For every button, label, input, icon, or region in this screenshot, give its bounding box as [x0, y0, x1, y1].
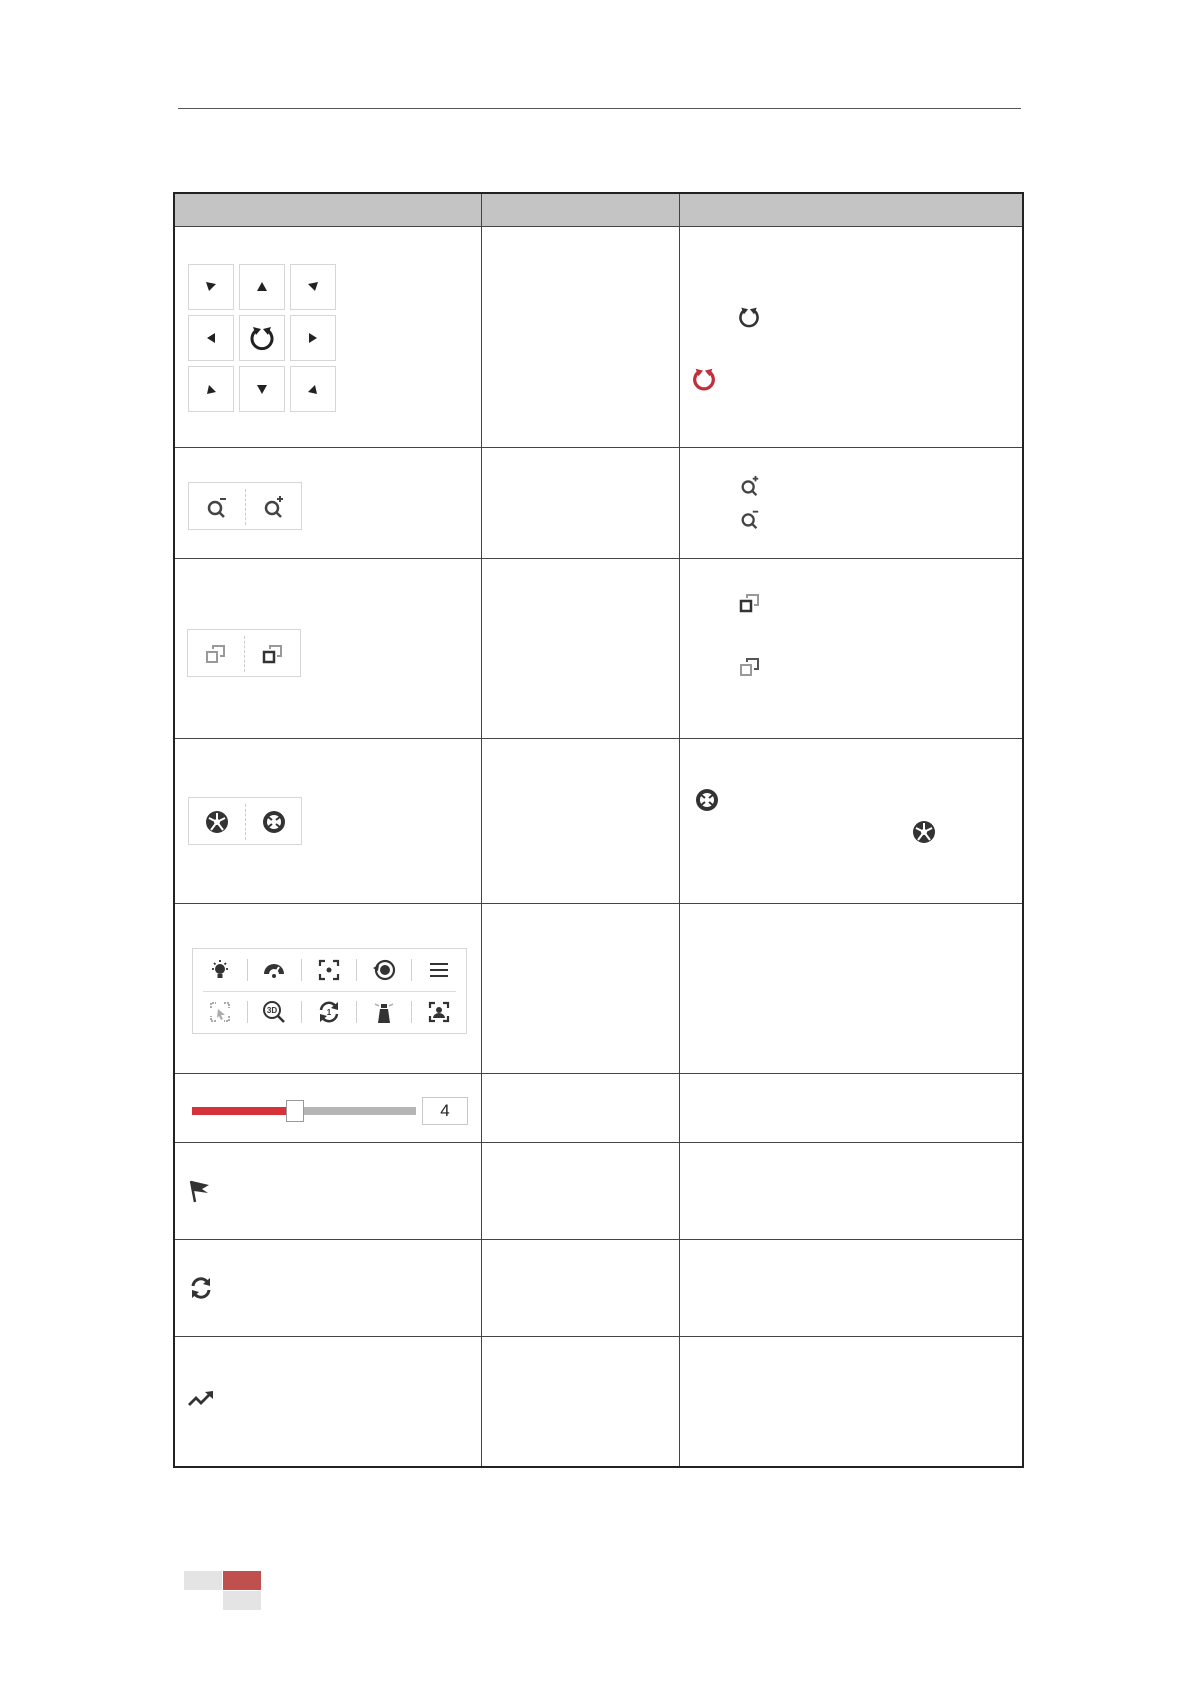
light-icon — [208, 958, 232, 982]
face-tracking-icon — [427, 1000, 451, 1024]
header-rule — [178, 108, 1021, 109]
table-row — [174, 1240, 1023, 1337]
slider-handle[interactable] — [286, 1100, 304, 1122]
menu-icon — [428, 960, 450, 980]
arrow-downright-icon — [306, 382, 320, 396]
header-cell — [481, 193, 679, 227]
wiper-button[interactable] — [259, 955, 289, 985]
light-button[interactable] — [205, 955, 235, 985]
table-row — [174, 904, 1023, 1074]
ptz-function-panel — [192, 948, 467, 1034]
wiper-icon — [261, 958, 287, 982]
focus-control — [187, 629, 301, 677]
table-row — [174, 1074, 1023, 1143]
name-cell — [481, 1337, 679, 1467]
preset-flag-icon — [188, 1178, 212, 1204]
icon-cell — [174, 448, 481, 559]
iris-control — [188, 797, 302, 845]
iris-open-icon — [694, 787, 720, 813]
arrow-right-icon — [306, 331, 320, 345]
name-cell — [481, 904, 679, 1074]
manual-tracking-button[interactable] — [205, 997, 235, 1027]
patrol-icon — [188, 1275, 214, 1301]
zoom-out-icon — [205, 495, 229, 519]
focus-far-icon — [262, 643, 284, 665]
speed-value-field[interactable]: 4 — [422, 1097, 468, 1125]
manual-tracking-icon — [208, 1000, 232, 1024]
iris-close-icon — [204, 809, 230, 835]
footer-mark-accent — [223, 1571, 261, 1590]
lens-init-icon — [371, 957, 397, 983]
auto-pan-icon — [248, 324, 276, 352]
preset-button[interactable] — [187, 1177, 213, 1205]
icon-cell — [174, 1074, 481, 1143]
tilt-down-button[interactable] — [239, 366, 285, 412]
table-row — [174, 1337, 1023, 1467]
pattern-icon — [187, 1389, 215, 1409]
auto-pan-active-icon — [691, 366, 717, 392]
iris-close-icon — [911, 819, 937, 845]
auto-pan-icon — [737, 305, 761, 329]
one-touch-focus-icon — [317, 958, 341, 982]
slider-fill — [192, 1107, 295, 1115]
icon-cell — [174, 227, 481, 448]
icon-cell — [174, 739, 481, 904]
arrow-upleft-icon — [204, 280, 218, 294]
3d-zoom-icon — [261, 999, 287, 1025]
pan-up-left-button[interactable] — [188, 264, 234, 310]
park-icon — [372, 999, 396, 1025]
zoom-out-button[interactable] — [189, 483, 245, 531]
arrow-down-icon — [255, 382, 269, 396]
pan-right-button[interactable] — [290, 315, 336, 361]
table-row — [174, 448, 1023, 559]
table-row — [174, 1143, 1023, 1240]
name-cell — [481, 739, 679, 904]
arrow-downleft-icon — [204, 382, 218, 396]
tilt-up-button[interactable] — [239, 264, 285, 310]
description-cell — [680, 559, 1023, 739]
name-cell — [481, 1143, 679, 1240]
iris-close-button[interactable] — [189, 798, 245, 846]
focus-near-icon — [739, 656, 761, 678]
arrow-left-icon — [204, 331, 218, 345]
lens-init-button[interactable] — [369, 955, 399, 985]
description-cell — [680, 1074, 1023, 1143]
icon-cell — [174, 1337, 481, 1467]
description-cell — [680, 1143, 1023, 1240]
icon-cell — [174, 904, 481, 1074]
icon-cell — [174, 559, 481, 739]
zoom-control — [188, 482, 302, 530]
svg-text:1: 1 — [326, 1008, 332, 1017]
ptz-control-table — [173, 192, 1024, 1468]
pattern-button[interactable] — [187, 1387, 215, 1411]
header-cell — [174, 193, 481, 227]
pan-left-button[interactable] — [188, 315, 234, 361]
table-row — [174, 739, 1023, 904]
3d-zoom-button[interactable] — [259, 997, 289, 1027]
description-cell — [680, 227, 1023, 448]
footer-mark-light — [223, 1591, 261, 1610]
iris-open-icon — [261, 809, 287, 835]
zoom-in-icon — [262, 495, 286, 519]
face-tracking-button[interactable] — [424, 997, 454, 1027]
zoom-in-icon — [739, 475, 761, 497]
header-cell — [680, 193, 1023, 227]
pan-down-left-button[interactable] — [188, 366, 234, 412]
footer-mark-light — [184, 1571, 222, 1590]
patrol-button[interactable] — [187, 1274, 215, 1302]
icon-cell — [174, 1240, 481, 1337]
iris-open-button[interactable] — [246, 798, 302, 846]
table-row — [174, 227, 1023, 448]
description-cell — [680, 1337, 1023, 1467]
name-cell — [481, 448, 679, 559]
auto-flip-icon — [316, 999, 342, 1025]
svg-text:3D: 3D — [266, 1006, 278, 1015]
icon-cell — [174, 1143, 481, 1240]
description-cell — [680, 448, 1023, 559]
one-touch-focus-button[interactable] — [314, 955, 344, 985]
focus-near-icon — [205, 643, 227, 665]
pan-up-right-button[interactable] — [290, 264, 336, 310]
auto-pan-button[interactable] — [239, 315, 285, 361]
description-cell — [680, 904, 1023, 1074]
park-button[interactable] — [369, 997, 399, 1027]
focus-near-button[interactable] — [188, 630, 244, 678]
name-cell — [481, 1240, 679, 1337]
name-cell — [481, 559, 679, 739]
name-cell — [481, 1074, 679, 1143]
focus-far-icon — [739, 592, 761, 614]
table-header-row — [174, 193, 1023, 227]
pan-down-right-button[interactable] — [290, 366, 336, 412]
arrow-up-icon — [255, 280, 269, 294]
auto-flip-button[interactable] — [314, 997, 344, 1027]
focus-far-button[interactable] — [245, 630, 301, 678]
name-cell — [481, 227, 679, 448]
zoom-out-icon — [739, 508, 761, 530]
description-cell — [680, 739, 1023, 904]
description-cell — [680, 1240, 1023, 1337]
menu-button[interactable] — [424, 955, 454, 985]
table-row — [174, 559, 1023, 739]
zoom-in-button[interactable] — [246, 483, 302, 531]
arrow-upright-icon — [306, 280, 320, 294]
